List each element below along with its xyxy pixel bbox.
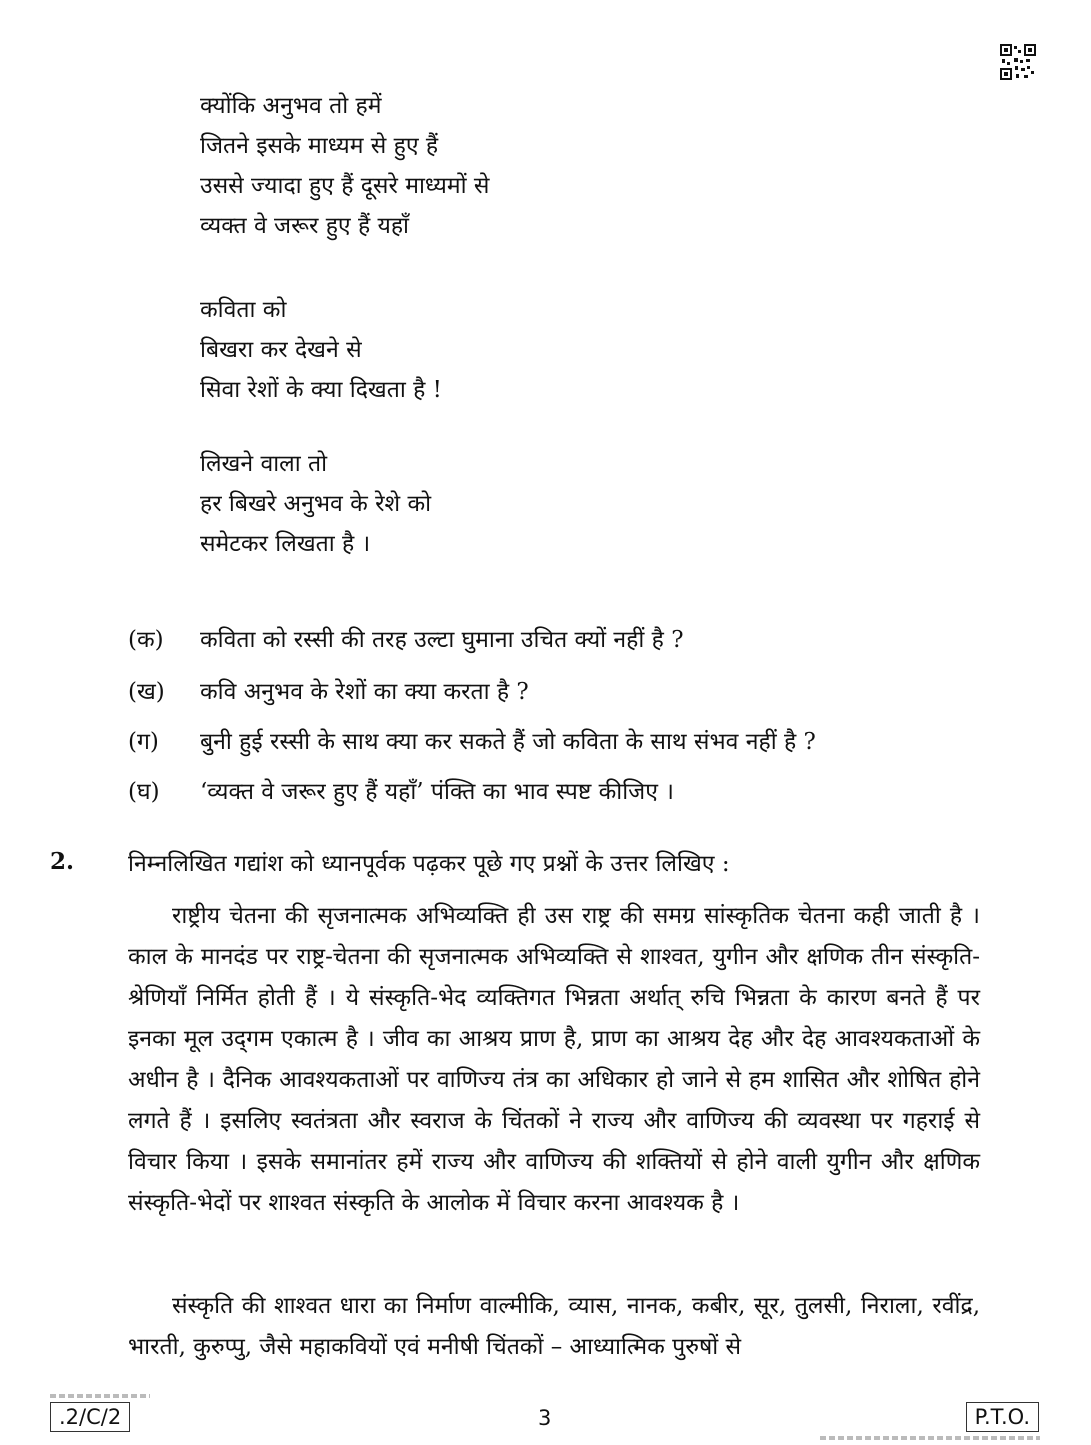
poem-line: उससे ज्यादा हुए हैं दूसरे माध्यमों से <box>200 173 490 199</box>
pto-label: P.T.O. <box>966 1402 1039 1432</box>
subquestion-label: (क) <box>128 627 164 653</box>
poem-line: व्यक्त वे जरूर हुए हैं यहाँ <box>200 213 409 239</box>
subquestion-ka <box>128 622 684 654</box>
footer-watermark-strip <box>50 1394 150 1398</box>
footer-watermark-strip <box>820 1436 1040 1440</box>
subquestion-label: (ख) <box>128 679 165 705</box>
poem-line: बिखरा कर देखने से <box>200 337 362 363</box>
subquestion-text: कवि अनुभव के रेशों का क्या करता है ? <box>200 679 529 705</box>
subquestion-text: ‘व्यक्त वे जरूर हुए हैं यहाँ’ पंक्ति का भाव स्पष्ट कीजिए । <box>200 779 674 805</box>
subquestion-label: (घ) <box>128 779 160 805</box>
page-number: 3 <box>538 1406 552 1430</box>
poem-line: समेटकर लिखता है । <box>200 531 371 557</box>
poem-line: हर बिखरे अनुभव के रेशे को <box>200 491 432 517</box>
poem-line: सिवा रेशों के क्या दिखता है ! <box>200 377 442 403</box>
poem-line: क्योंकि अनुभव तो हमें <box>200 93 382 119</box>
passage-paragraph-1: राष्ट्रीय चेतना की सृजनात्मक अभिव्यक्ति ही उस राष्ट्र की समग्र सांस्कृतिक चेतना कही जाती है । काल के मानदंड पर राष्ट्र-चेतना की सृजनात्मक अभिव्यक्ति से शाश्वत, युगीन और क्षणिक तीन संस्कृति-श्रेणियाँ निर्मित होती हैं । ये संस्कृति-भेद व्यक्तिगत भिन्नता अर्थात् रुचि भिन्नता के कारण बनते हैं पर इनका मूल उद्‌गम एकात्म है । जीव का आश्रय प्राण है, प्राण का आश्रय देह और देह आवश्यकताओं के अधीन है । दैनिक आवश्यकताओं पर वाणिज्य तंत्र का अधिकार हो जाने से हम शासित और शोषित होने लगते हैं । इसलिए स्वतंत्रता और स्वराज के चिंतकों ने राज्य और वाणिज्य की व्यवस्था पर गहराई से विचार किया । इसके समानांतर हमें राज्य और वाणिज्य की शक्तियों से होने वाली युगीन और क्षणिक संस्कृति-भेदों पर शाश्वत संस्कृति के आलोक में विचार करना आवश्यक है । <box>128 903 980 1216</box>
poem-stanza-1 <box>200 86 489 246</box>
poem-line: लिखने वाला तो <box>200 451 328 477</box>
poem-line: जितने इसके माध्यम से हुए हैं <box>200 133 439 159</box>
poem-stanza-2 <box>200 290 442 410</box>
question-instruction: निम्नलिखित गद्यांश को ध्यानपूर्वक पढ़कर पूछे गए प्रश्नों के उत्तर लिखिए : <box>128 851 730 877</box>
subquestion-text: कविता को रस्सी की तरह उल्टा घुमाना उचित क्यों नहीं है ? <box>200 627 684 653</box>
paper-code: .2/C/2 <box>50 1402 130 1432</box>
subquestion-kha <box>128 674 529 706</box>
subquestion-ga <box>128 724 816 756</box>
subquestion-label: (ग) <box>128 729 159 755</box>
poem-stanza-3 <box>200 444 431 564</box>
subquestion-gha <box>128 774 674 806</box>
question-number: 2. <box>50 848 75 875</box>
subquestion-text: बुनी हुई रस्सी के साथ क्या कर सकते हैं जो कविता के साथ संभव नहीं है ? <box>200 729 816 755</box>
passage-paragraph-2: संस्कृति की शाश्वत धारा का निर्माण वाल्मीकि, व्यास, नानक, कबीर, सूर, तुलसी, निराला, रवींद्र, भारती, कुरुप्पु, जैसे महाकवियों एवं मनीषी चिंतकों – आध्यात्मिक पुरुषों से <box>128 1293 980 1360</box>
poem-line: कविता को <box>200 297 287 323</box>
qr-code-icon <box>1000 44 1036 80</box>
